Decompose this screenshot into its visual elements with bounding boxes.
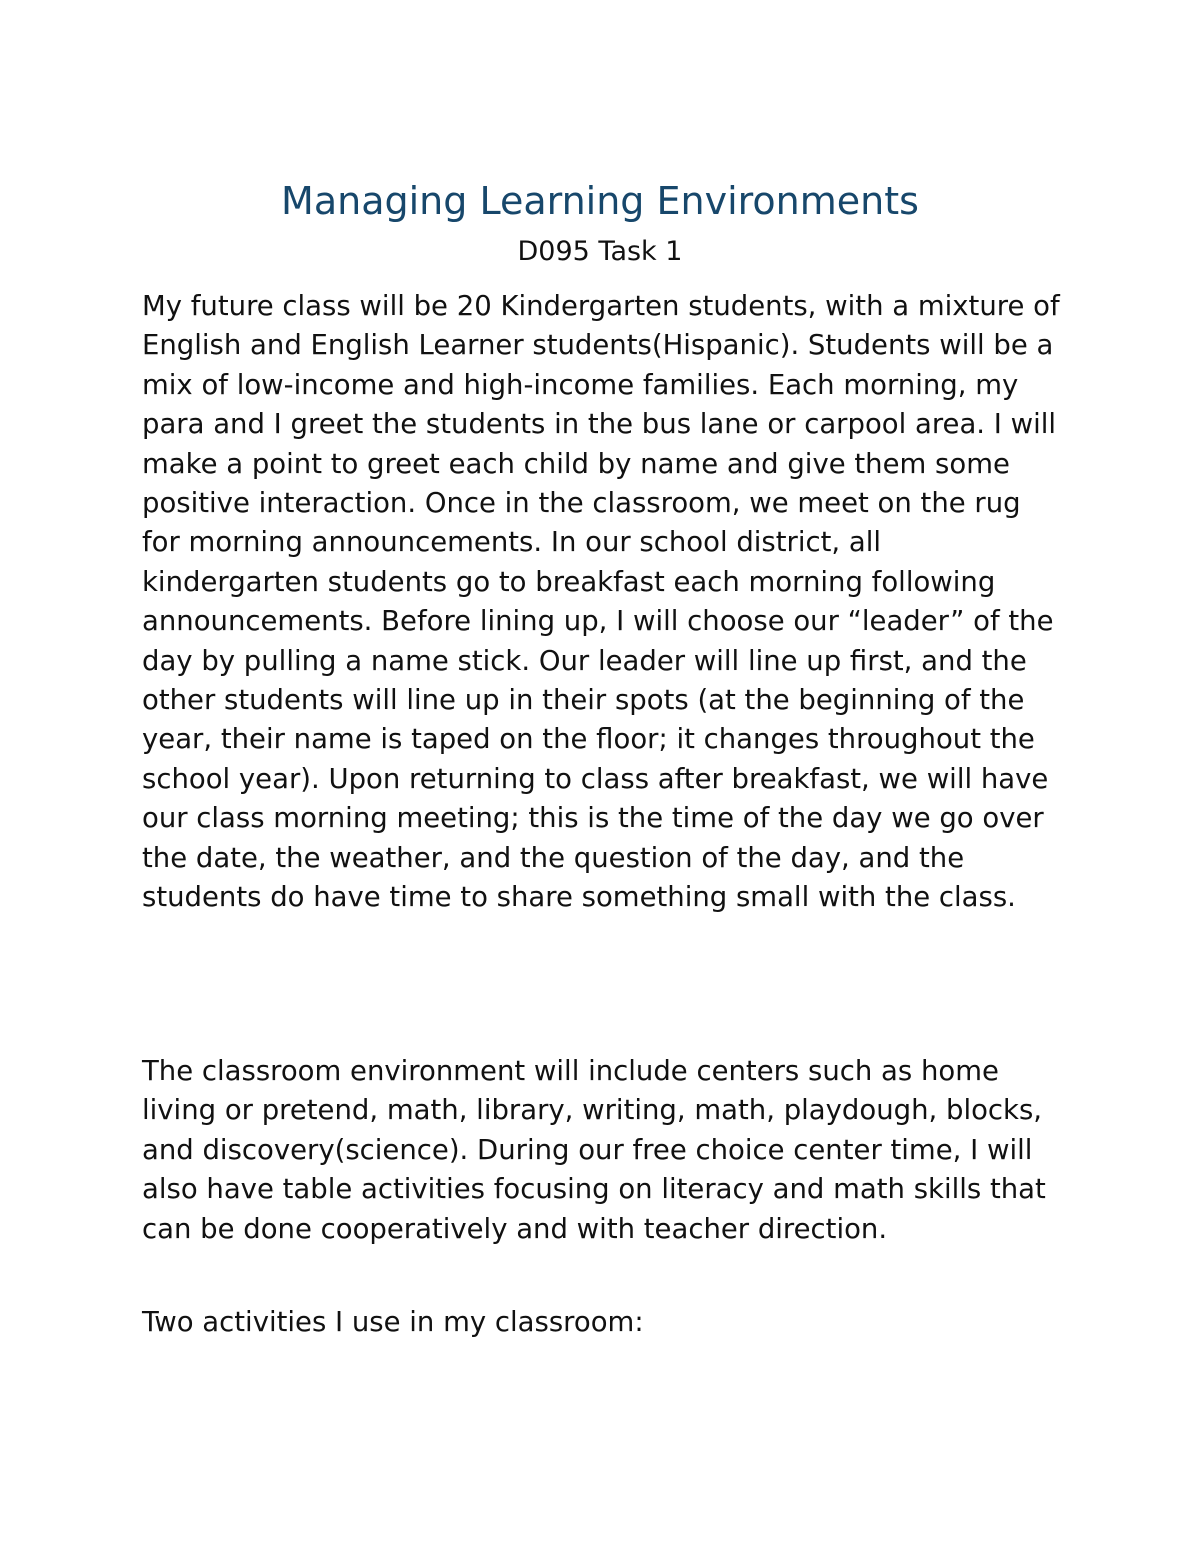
- page-subtitle: D095 Task 1: [517, 236, 683, 267]
- page-title: Managing Learning Environments: [281, 179, 919, 223]
- paragraph-classroom-environment: The classroom environment will include centers such as home living or pretend, math, library, writing, math, playdough, blocks, and discovery(science). During our free choice center time, I will also have table activities focusing on literacy and math skills that can be done cooperatively and with teacher direction.: [142, 1055, 1046, 1245]
- paragraph-class-description: My future class will be 20 Kindergarten students, with a mixture of English and English Learner students(Hispanic). Students will be a mix of low-income and high-income families. Each morning, my para and I greet the students in the bus lane or carpool area. I will make a point to greet each child by name and give them some positive interaction. Once in the classroom, we meet on the rug for morning announcements. In our school district, all kindergarten students go to breakfast each morning following announcements. Before lining up, I will choose our “leader” of the day by pulling a name stick. Our leader will line up first, and the other students will line up in their spots (at the beginning of the year, their name is taped on the floor; it changes throughout the school year). Upon returning to class after breakfast, we will have our class morning meeting; this is the time of the day we go over the date, the weather, and the question of the day, and the students do have time to share something small with the class.: [142, 290, 1060, 914]
- paragraph-activities-intro: Two activities I use in my classroom:: [142, 1306, 644, 1338]
